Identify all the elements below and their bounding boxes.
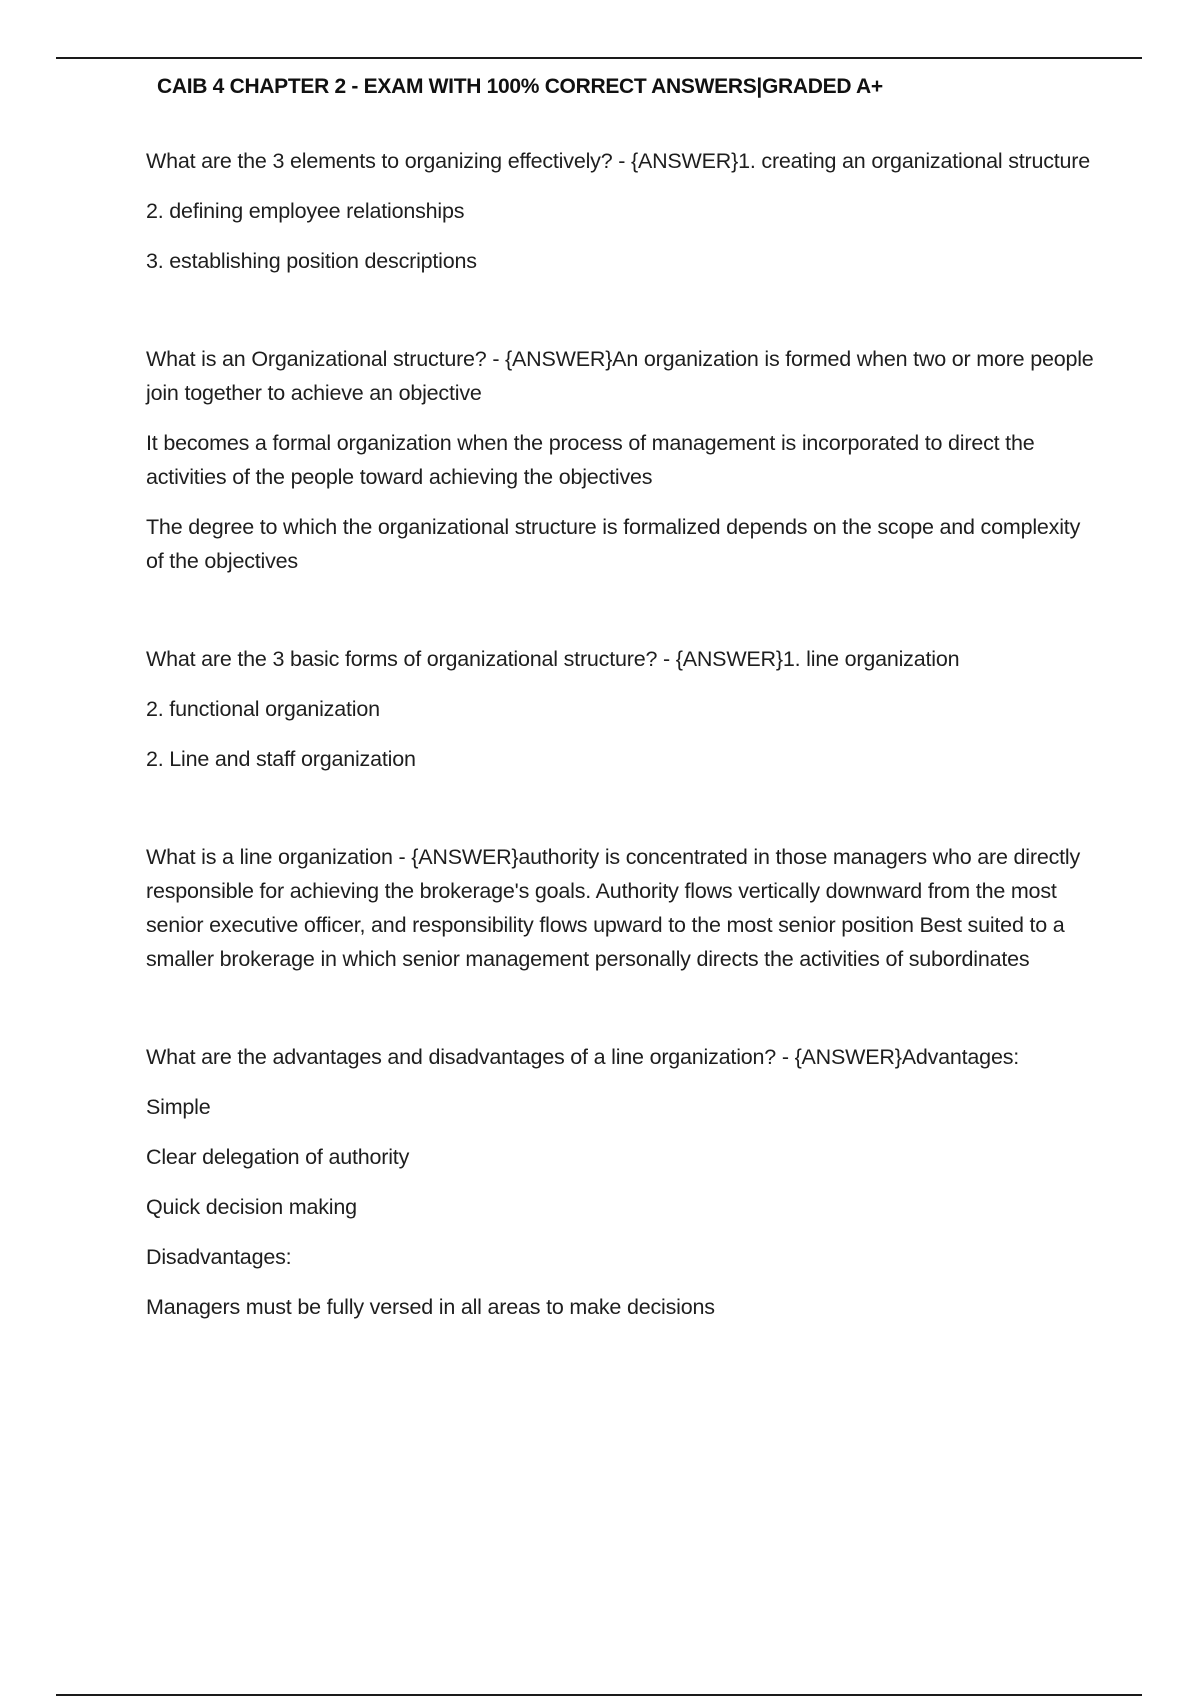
answer-paragraph: It becomes a formal organization when the process of management is incorporated to direct the activities of the people toward achieving the objectives (146, 431, 1035, 489)
answer-paragraph: 2. defining employee relationships (146, 199, 465, 223)
document-body (146, 144, 1096, 1388)
question-paragraph: What is a line organization - {ANSWER}authority is concentrated in those managers who are directly responsible for achieving the brokerage's goals. Authority flows vertically downward from the most senior executive officer, and responsibility flows upward to the most senior position Best suited to a smaller brokerage in which senior management personally directs the activities of subordinates (146, 845, 1081, 971)
answer-paragraph: Simple (146, 1095, 211, 1119)
question-paragraph: What are the 3 elements to organizing effectively? - {ANSWER}1. creating an organizational structure (146, 149, 1091, 173)
answer-paragraph: Clear delegation of authority (146, 1145, 410, 1169)
answer-paragraph: Managers must be fully versed in all areas to make decisions (146, 1295, 715, 1319)
answer-paragraph: 3. establishing position descriptions (146, 249, 477, 273)
qa-section-structure-forms (146, 642, 1096, 776)
bottom-rule (56, 1694, 1142, 1696)
answer-paragraph: Quick decision making (146, 1195, 357, 1219)
answer-paragraph: 2. Line and staff organization (146, 747, 416, 771)
qa-section-organizational-structure (146, 342, 1096, 578)
answer-paragraph: Disadvantages: (146, 1245, 292, 1269)
question-paragraph: What are the 3 basic forms of organizational structure? - {ANSWER}1. line organization (146, 647, 960, 671)
document-title: CAIB 4 CHAPTER 2 - EXAM WITH 100% CORRECT ANSWERS|GRADED A+ (157, 75, 883, 98)
question-paragraph: What are the advantages and disadvantages of a line organization? - {ANSWER}Advantages: (146, 1045, 1020, 1069)
answer-paragraph: 2. functional organization (146, 697, 380, 721)
answer-paragraph: The degree to which the organizational structure is formalized depends on the scope and complexity of the objectives (146, 515, 1081, 573)
qa-section-line-organization (146, 840, 1096, 976)
question-paragraph: What is an Organizational structure? - {ANSWER}An organization is formed when two or more people join together to achieve an objective (146, 347, 1094, 405)
top-rule (56, 57, 1142, 59)
qa-section-line-advantages (146, 1040, 1096, 1324)
qa-section-organizing-elements (146, 144, 1096, 278)
